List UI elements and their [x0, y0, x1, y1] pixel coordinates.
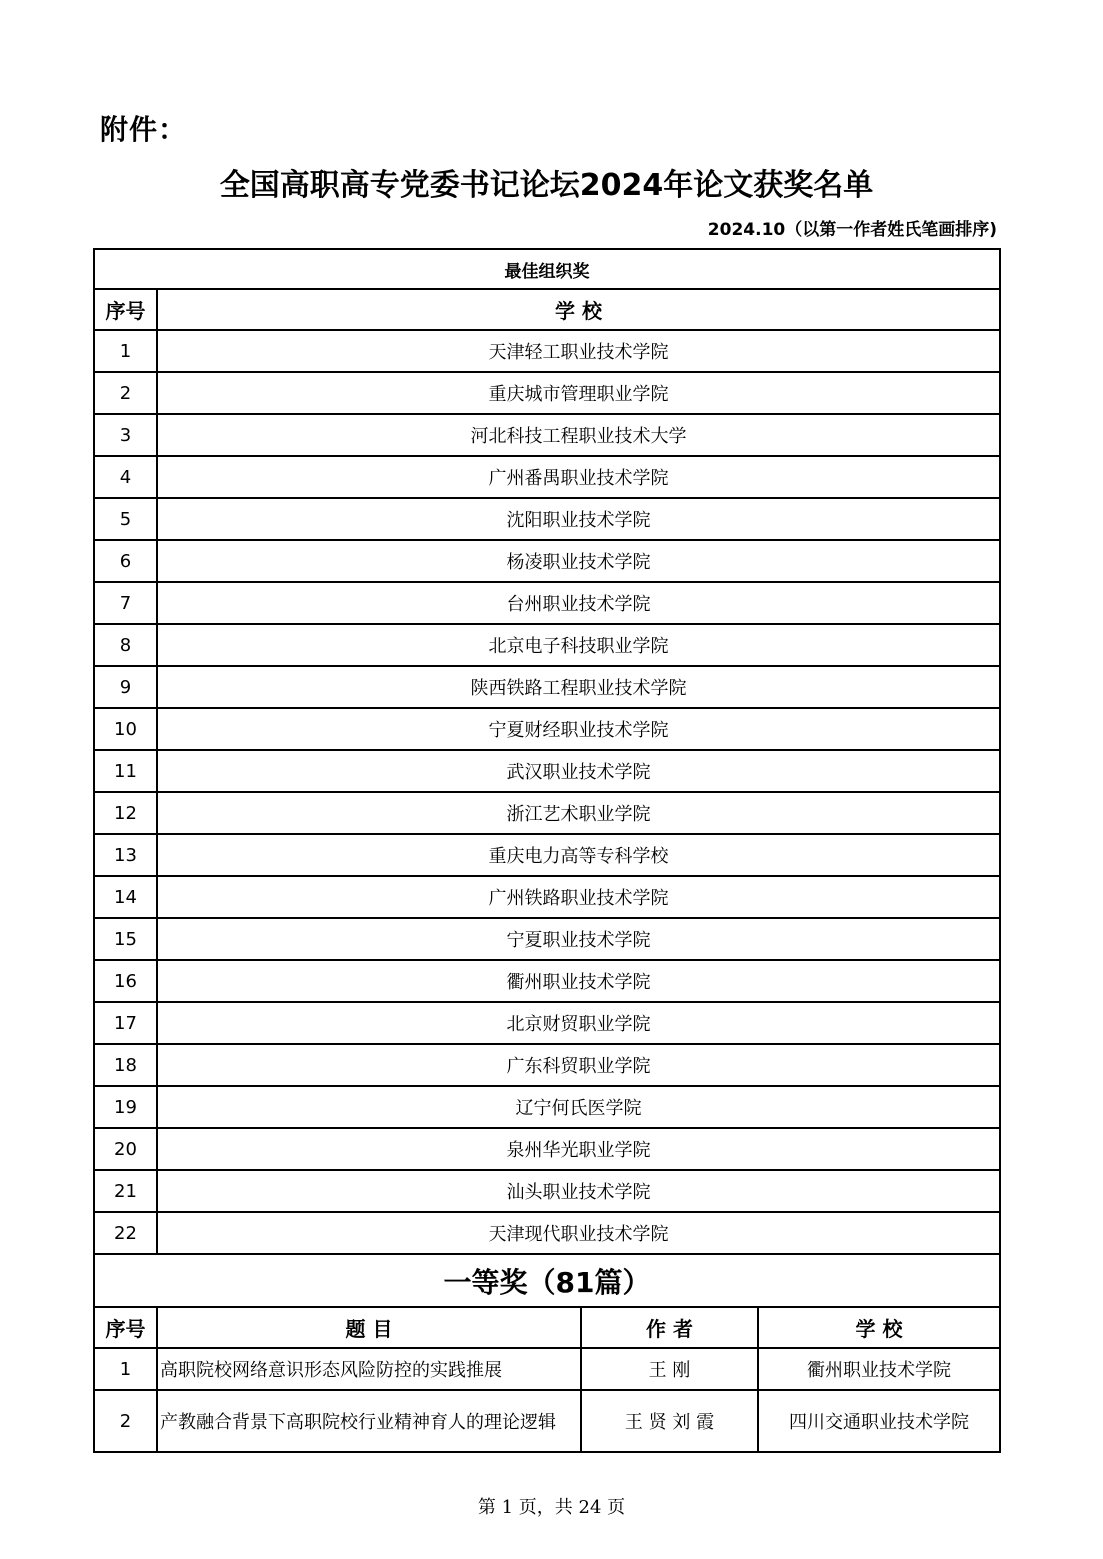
school-name: 天津现代职业技术学院: [157, 1212, 1000, 1254]
school-name: 宁夏财经职业技术学院: [157, 708, 1000, 750]
table-row: [94, 1044, 1000, 1086]
row-number: 1: [94, 330, 157, 372]
table-row: [94, 876, 1000, 918]
column-header-school: 学 校: [157, 289, 1000, 330]
table-row: [94, 1348, 1000, 1390]
column-header-no: 序号: [94, 1307, 157, 1348]
school-name: 广州铁路职业技术学院: [157, 876, 1000, 918]
school-name: 重庆城市管理职业学院: [157, 372, 1000, 414]
table-row: [94, 624, 1000, 666]
author-names: 王 贤 刘 霞: [581, 1390, 758, 1452]
row-number: 8: [94, 624, 157, 666]
row-number: 17: [94, 1002, 157, 1044]
row-number: 10: [94, 708, 157, 750]
school-name: 广州番禺职业技术学院: [157, 456, 1000, 498]
table-row: [94, 330, 1000, 372]
table-row: [94, 1212, 1000, 1254]
row-number: 19: [94, 1086, 157, 1128]
author-names: 王 刚: [581, 1348, 758, 1390]
attachment-label: 附件：: [100, 113, 188, 146]
column-header-no: 序号: [94, 289, 157, 330]
school-name: 广东科贸职业学院: [157, 1044, 1000, 1086]
row-number: 6: [94, 540, 157, 582]
table-row: [94, 1390, 1000, 1452]
school-name: 浙江艺术职业学院: [157, 792, 1000, 834]
row-number: 14: [94, 876, 157, 918]
table-row: [94, 750, 1000, 792]
row-number: 3: [94, 414, 157, 456]
date-note: 2024.10（以第一作者姓氏笔画排序): [707, 220, 997, 240]
row-number: 13: [94, 834, 157, 876]
school-name: 四川交通职业技术学院: [758, 1390, 1000, 1452]
table-row: [94, 1128, 1000, 1170]
column-header-school: 学 校: [758, 1307, 1000, 1348]
first-prize-heading: 一等奖（81篇）: [94, 1254, 1000, 1307]
row-number: 4: [94, 456, 157, 498]
row-number: 11: [94, 750, 157, 792]
row-number: 21: [94, 1170, 157, 1212]
school-name: 重庆电力高等专科学校: [157, 834, 1000, 876]
table-row: [94, 666, 1000, 708]
row-number: 16: [94, 960, 157, 1002]
school-name: 衢州职业技术学院: [157, 960, 1000, 1002]
school-name: 宁夏职业技术学院: [157, 918, 1000, 960]
school-name: 台州职业技术学院: [157, 582, 1000, 624]
row-number: 22: [94, 1212, 157, 1254]
table-row: [94, 414, 1000, 456]
table-row: [94, 582, 1000, 624]
row-number: 5: [94, 498, 157, 540]
table-row: [94, 960, 1000, 1002]
paper-title: 产教融合背景下高职院校行业精神育人的理论逻辑: [157, 1390, 581, 1452]
school-name: 武汉职业技术学院: [157, 750, 1000, 792]
row-number: 7: [94, 582, 157, 624]
table-row: [94, 918, 1000, 960]
page-footer: 第 1 页，共 24 页: [477, 1497, 626, 1518]
school-name: 汕头职业技术学院: [157, 1170, 1000, 1212]
school-name: 河北科技工程职业技术大学: [157, 414, 1000, 456]
row-number: 18: [94, 1044, 157, 1086]
table-row: [94, 1170, 1000, 1212]
school-name: 北京财贸职业学院: [157, 1002, 1000, 1044]
column-header-title: 题 目: [157, 1307, 581, 1348]
table-row: [94, 834, 1000, 876]
award-table: [93, 248, 1001, 1453]
table-row: [94, 792, 1000, 834]
row-number: 15: [94, 918, 157, 960]
school-name: 沈阳职业技术学院: [157, 498, 1000, 540]
school-name: 辽宁何氏医学院: [157, 1086, 1000, 1128]
school-name: 天津轻工职业技术学院: [157, 330, 1000, 372]
school-name: 泉州华光职业学院: [157, 1128, 1000, 1170]
school-name: 北京电子科技职业学院: [157, 624, 1000, 666]
paper-title: 高职院校网络意识形态风险防控的实践推展: [157, 1348, 581, 1390]
table-row: [94, 540, 1000, 582]
row-number: 2: [94, 1390, 157, 1452]
table-row: [94, 372, 1000, 414]
column-header-author: 作 者: [581, 1307, 758, 1348]
document-title: 全国高职高专党委书记论坛2024年论文获奖名单: [219, 168, 874, 203]
school-name: 衢州职业技术学院: [758, 1348, 1000, 1390]
row-number: 2: [94, 372, 157, 414]
table-row: [94, 498, 1000, 540]
school-name: 杨凌职业技术学院: [157, 540, 1000, 582]
table-row: [94, 708, 1000, 750]
org-award-caption: 最佳组织奖: [94, 249, 1000, 289]
row-number: 12: [94, 792, 157, 834]
table-row: [94, 456, 1000, 498]
row-number: 9: [94, 666, 157, 708]
table-row: [94, 1002, 1000, 1044]
row-number: 1: [94, 1348, 157, 1390]
row-number: 20: [94, 1128, 157, 1170]
table-row: [94, 1086, 1000, 1128]
school-name: 陕西铁路工程职业技术学院: [157, 666, 1000, 708]
